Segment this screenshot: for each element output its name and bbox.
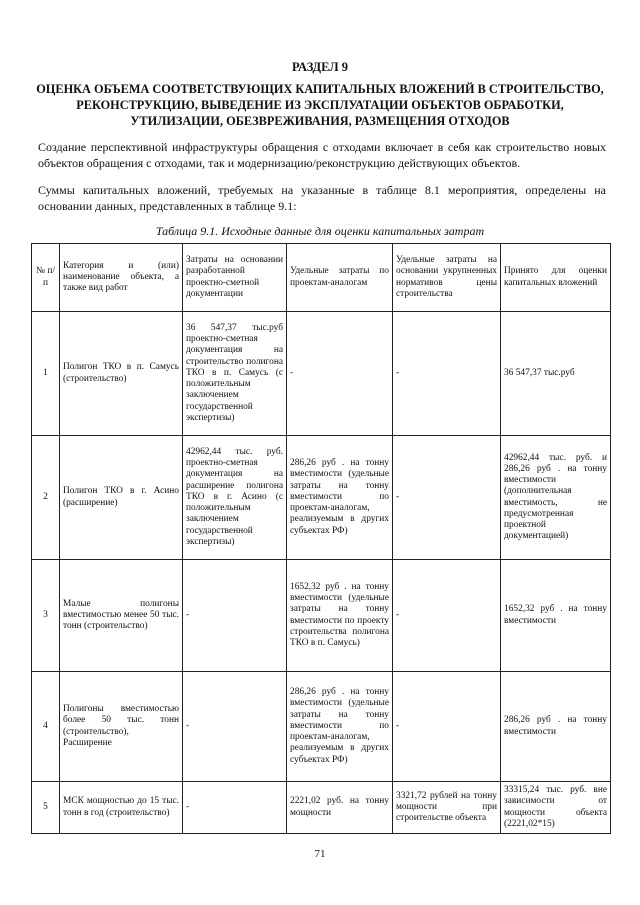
cell-number: 5 xyxy=(32,782,60,834)
table-header-row xyxy=(32,244,611,312)
table-row xyxy=(32,560,611,672)
section-heading: ОЦЕНКА ОБЪЕМА СООТВЕТСТВУЮЩИХ КАПИТАЛЬНЫХ ВЛОЖЕНИЙ В СТРОИТЕЛЬСТВО, РЕКОНСТРУКЦИЮ, ВЫВЕДЕНИЕ ИЗ ЭКСПЛУАТАЦИИ ОБЪЕКТОВ ОБРАБОТКИ, УТИЛИЗАЦИИ, ОБЕЗВРЕЖИВАНИЯ, РАЗМЕЩЕНИЯ ОТХОДОВ xyxy=(36,82,604,128)
cell-design-costs: - xyxy=(183,782,287,834)
cell-analog-costs: 286,26 руб . на тонну вместимости (удельные затраты на тонну вместимости по проектам-аналогам, реализуемым в других субъектах РФ) xyxy=(287,436,393,560)
cell-norm-costs: - xyxy=(393,672,501,782)
cell-category: Полигоны вместимостью более 50 тыс. тонн (строительство), Расширение xyxy=(60,672,183,782)
cell-accepted: 1652,32 руб . на тонну вместимости xyxy=(501,560,611,672)
cell-analog-costs: 2221,02 руб. на тонну мощности xyxy=(287,782,393,834)
cell-design-costs: - xyxy=(183,560,287,672)
cell-number: 2 xyxy=(32,436,60,560)
cell-norm-costs: 3321,72 рублей на тонну мощности при строительстве объекта xyxy=(393,782,501,834)
cell-accepted: 36 547,37 тыс.руб xyxy=(501,312,611,436)
cell-design-costs: 42962,44 тыс. руб. проектно-сметная документация на расширение полигона ТКО в г. Асино (с положительным заключением государственной экспертизы) xyxy=(183,436,287,560)
cell-design-costs: 36 547,37 тыс.руб проектно-сметная документация на строительство полигона ТКО в п. Самусь (с положительным заключением государственной экспертизы) xyxy=(183,312,287,436)
cell-number: 4 xyxy=(32,672,60,782)
cell-category: Полигон ТКО в г. Асино (расширение) xyxy=(60,436,183,560)
header-design-costs: Затраты на основании разработанной проектно-сметной документации xyxy=(183,244,287,312)
cell-accepted: 286,26 руб . на тонну вместимости xyxy=(501,672,611,782)
header-accepted: Принято для оценки капитальных вложений xyxy=(501,244,611,312)
cell-norm-costs: - xyxy=(393,560,501,672)
cell-analog-costs: - xyxy=(287,312,393,436)
page-number: 71 xyxy=(314,848,326,860)
header-category: Категория и (или) наименование объекта, а также вид работ xyxy=(60,244,183,312)
table-caption: Таблица 9.1. Исходные данные для оценки капитальных затрат xyxy=(155,224,485,238)
table-row xyxy=(32,436,611,560)
cell-analog-costs: 286,26 руб . на тонну вместимости (удельные затраты на тонну вместимости по проектам-аналогам, реализуемым в других субъектах РФ) xyxy=(287,672,393,782)
paragraph-capital-sums: Суммы капитальных вложений, требуемых на указанные в таблице 8.1 мероприятия, определены на основании данных, представленных в таблице 9.1: xyxy=(38,183,606,213)
table-row xyxy=(32,782,611,834)
cell-norm-costs: - xyxy=(393,312,501,436)
section-title: РАЗДЕЛ 9 xyxy=(291,60,349,74)
cell-norm-costs: - xyxy=(393,436,501,560)
cell-accepted: 42962,44 тыс. руб. и 286,26 руб . на тонну вместимости (дополнительная вместимость, не предусмотренная проектной документацией) xyxy=(501,436,611,560)
capital-costs-table xyxy=(31,243,611,834)
table-row xyxy=(32,312,611,436)
header-analog-costs: Удельные затраты по проектам-аналогам xyxy=(287,244,393,312)
cell-number: 1 xyxy=(32,312,60,436)
table-row xyxy=(32,672,611,782)
cell-category: Малые полигоны вместимостью менее 50 тыс. тонн (строительство) xyxy=(60,560,183,672)
cell-category: МСК мощностью до 15 тыс. тонн в год (строительство) xyxy=(60,782,183,834)
header-norm-costs: Удельные затраты на основании укрупненных нормативов цены строительства xyxy=(393,244,501,312)
cell-design-costs: - xyxy=(183,672,287,782)
cell-analog-costs: 1652,32 руб . на тонну вместимости (удельные затраты на тонну вместимости по проекту строительства полигона ТКО в п. Самусь) xyxy=(287,560,393,672)
cell-number: 3 xyxy=(32,560,60,672)
header-number: № п/п xyxy=(32,244,60,312)
paragraph-intro: Создание перспективной инфраструктуры обращения с отходами включает в себя как строительство новых объектов обращения с отходами, так и модернизацию/реконструкцию действующих объектов. xyxy=(38,140,606,170)
cell-accepted: 33315,24 тыс. руб. вне зависимости от мощности объекта (2221,02*15) xyxy=(501,782,611,834)
cell-category: Полигон ТКО в п. Самусь (строительство) xyxy=(60,312,183,436)
